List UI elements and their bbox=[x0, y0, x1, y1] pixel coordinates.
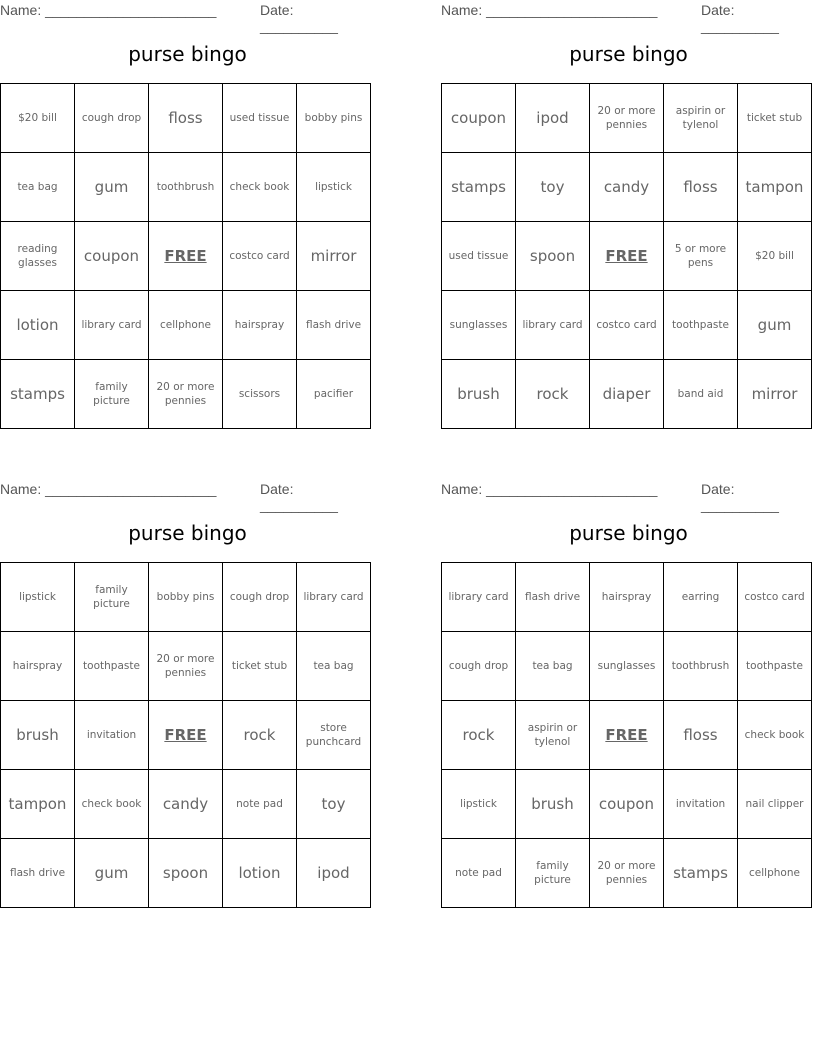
bingo-cell: tea bag bbox=[297, 632, 371, 701]
bingo-cell: brush bbox=[516, 770, 590, 839]
grid-row bbox=[442, 563, 812, 632]
bingo-cell: bobby pins bbox=[297, 84, 371, 153]
bingo-cell: flash drive bbox=[297, 291, 371, 360]
bingo-cell: candy bbox=[149, 770, 223, 839]
bingo-cell: mirror bbox=[738, 360, 812, 429]
bingo-cell: nail clipper bbox=[738, 770, 812, 839]
bingo-card-2 bbox=[441, 0, 816, 440]
bingo-cell: family picture bbox=[75, 563, 149, 632]
grid-row bbox=[1, 360, 371, 429]
bingo-cell: brush bbox=[1, 701, 75, 770]
bingo-cell: coupon bbox=[590, 770, 664, 839]
bingo-cell: family picture bbox=[75, 360, 149, 429]
bingo-cell: $20 bill bbox=[738, 222, 812, 291]
bingo-cell: store punchcard bbox=[297, 701, 371, 770]
free-space-cell: FREE bbox=[149, 701, 223, 770]
bingo-cell: floss bbox=[664, 701, 738, 770]
name-field-label: Name: ______________________ bbox=[0, 2, 217, 18]
bingo-cell: rock bbox=[223, 701, 297, 770]
bingo-cell: toy bbox=[297, 770, 371, 839]
bingo-cell: flash drive bbox=[1, 839, 75, 908]
bingo-cell: library card bbox=[75, 291, 149, 360]
grid-row bbox=[1, 839, 371, 908]
card-title: purse bingo bbox=[569, 42, 688, 66]
date-field-label: Date: __________ bbox=[701, 2, 779, 34]
bingo-cell: check book bbox=[738, 701, 812, 770]
grid-row bbox=[442, 153, 812, 222]
bingo-cell: aspirin or tylenol bbox=[664, 84, 738, 153]
bingo-cell: gum bbox=[75, 153, 149, 222]
bingo-cell: flash drive bbox=[516, 563, 590, 632]
bingo-cell: lotion bbox=[223, 839, 297, 908]
bingo-cell: ipod bbox=[297, 839, 371, 908]
grid-row bbox=[442, 770, 812, 839]
bingo-cell: ipod bbox=[516, 84, 590, 153]
bingo-cell: candy bbox=[590, 153, 664, 222]
name-field-label: Name: ______________________ bbox=[0, 481, 217, 497]
bingo-cell: library card bbox=[516, 291, 590, 360]
bingo-grid bbox=[0, 562, 371, 908]
grid-row bbox=[1, 222, 371, 291]
bingo-cell: cough drop bbox=[223, 563, 297, 632]
bingo-cell: earring bbox=[664, 563, 738, 632]
bingo-cell: spoon bbox=[516, 222, 590, 291]
bingo-cell: spoon bbox=[149, 839, 223, 908]
bingo-cell: tampon bbox=[1, 770, 75, 839]
name-date-row bbox=[0, 481, 375, 513]
bingo-cell: toy bbox=[516, 153, 590, 222]
bingo-cell: cough drop bbox=[75, 84, 149, 153]
bingo-cell: costco card bbox=[590, 291, 664, 360]
bingo-cell: toothpaste bbox=[664, 291, 738, 360]
bingo-cell: 20 or more pennies bbox=[590, 84, 664, 153]
grid-row bbox=[442, 84, 812, 153]
free-space-cell: FREE bbox=[149, 222, 223, 291]
bingo-cell: 20 or more pennies bbox=[590, 839, 664, 908]
name-field-label: Name: ______________________ bbox=[441, 2, 658, 18]
bingo-cell: used tissue bbox=[223, 84, 297, 153]
bingo-cell: hairspray bbox=[223, 291, 297, 360]
bingo-card-3 bbox=[0, 479, 375, 919]
bingo-grid bbox=[0, 83, 371, 429]
bingo-cell: stamps bbox=[1, 360, 75, 429]
name-date-row bbox=[441, 2, 816, 34]
grid-row bbox=[442, 632, 812, 701]
bingo-cell: note pad bbox=[223, 770, 297, 839]
bingo-cell: lipstick bbox=[297, 153, 371, 222]
bingo-cell: cough drop bbox=[442, 632, 516, 701]
free-space-cell: FREE bbox=[590, 701, 664, 770]
bingo-cell: check book bbox=[75, 770, 149, 839]
bingo-cell: toothpaste bbox=[738, 632, 812, 701]
card-title: purse bingo bbox=[569, 521, 688, 545]
bingo-cell: invitation bbox=[664, 770, 738, 839]
bingo-cell: costco card bbox=[223, 222, 297, 291]
grid-row bbox=[1, 563, 371, 632]
bingo-cell: cellphone bbox=[149, 291, 223, 360]
date-field-label: Date: __________ bbox=[701, 481, 779, 513]
bingo-cell: stamps bbox=[442, 153, 516, 222]
bingo-cell: ticket stub bbox=[738, 84, 812, 153]
bingo-cell: toothbrush bbox=[149, 153, 223, 222]
bingo-card-1 bbox=[0, 0, 375, 440]
bingo-cell: ticket stub bbox=[223, 632, 297, 701]
bingo-cell: tampon bbox=[738, 153, 812, 222]
name-field-label: Name: ______________________ bbox=[441, 481, 658, 497]
grid-row bbox=[442, 360, 812, 429]
bingo-cell: brush bbox=[442, 360, 516, 429]
bingo-cell: diaper bbox=[590, 360, 664, 429]
bingo-cell: floss bbox=[664, 153, 738, 222]
bingo-cell: 20 or more pennies bbox=[149, 360, 223, 429]
bingo-cell: mirror bbox=[297, 222, 371, 291]
bingo-cell: rock bbox=[516, 360, 590, 429]
bingo-cell: tea bag bbox=[1, 153, 75, 222]
bingo-cell: 5 or more pens bbox=[664, 222, 738, 291]
grid-row bbox=[442, 701, 812, 770]
bingo-cell: rock bbox=[442, 701, 516, 770]
bingo-cell: tea bag bbox=[516, 632, 590, 701]
bingo-cell: toothbrush bbox=[664, 632, 738, 701]
bingo-cell: gum bbox=[738, 291, 812, 360]
bingo-cell: hairspray bbox=[1, 632, 75, 701]
bingo-cell: coupon bbox=[442, 84, 516, 153]
bingo-cell: sunglasses bbox=[590, 632, 664, 701]
bingo-cell: band aid bbox=[664, 360, 738, 429]
bingo-cell: lipstick bbox=[442, 770, 516, 839]
bingo-cell: floss bbox=[149, 84, 223, 153]
bingo-cell: costco card bbox=[738, 563, 812, 632]
bingo-cell: gum bbox=[75, 839, 149, 908]
bingo-cell: hairspray bbox=[590, 563, 664, 632]
bingo-cell: note pad bbox=[442, 839, 516, 908]
bingo-cell: library card bbox=[297, 563, 371, 632]
date-field-label: Date: __________ bbox=[260, 481, 338, 513]
bingo-cell: invitation bbox=[75, 701, 149, 770]
grid-row bbox=[442, 839, 812, 908]
bingo-cell: coupon bbox=[75, 222, 149, 291]
card-title: purse bingo bbox=[128, 42, 247, 66]
name-date-row bbox=[0, 2, 375, 34]
bingo-cell: lotion bbox=[1, 291, 75, 360]
grid-row bbox=[1, 84, 371, 153]
bingo-cell: toothpaste bbox=[75, 632, 149, 701]
name-date-row bbox=[441, 481, 816, 513]
bingo-card-4 bbox=[441, 479, 816, 919]
bingo-cell: library card bbox=[442, 563, 516, 632]
bingo-cell: $20 bill bbox=[1, 84, 75, 153]
grid-row bbox=[442, 222, 812, 291]
grid-row bbox=[442, 291, 812, 360]
grid-row bbox=[1, 701, 371, 770]
bingo-grid bbox=[441, 83, 812, 429]
bingo-cell: used tissue bbox=[442, 222, 516, 291]
bingo-cell: cellphone bbox=[738, 839, 812, 908]
grid-row bbox=[1, 291, 371, 360]
bingo-grid bbox=[441, 562, 812, 908]
grid-row bbox=[1, 632, 371, 701]
grid-row bbox=[1, 153, 371, 222]
bingo-cell: pacifier bbox=[297, 360, 371, 429]
bingo-cell: reading glasses bbox=[1, 222, 75, 291]
free-space-cell: FREE bbox=[590, 222, 664, 291]
bingo-cell: family picture bbox=[516, 839, 590, 908]
bingo-cell: sunglasses bbox=[442, 291, 516, 360]
grid-row bbox=[1, 770, 371, 839]
bingo-cell: check book bbox=[223, 153, 297, 222]
bingo-cell: 20 or more pennies bbox=[149, 632, 223, 701]
card-title: purse bingo bbox=[128, 521, 247, 545]
bingo-cell: bobby pins bbox=[149, 563, 223, 632]
bingo-cell: stamps bbox=[664, 839, 738, 908]
bingo-cell: scissors bbox=[223, 360, 297, 429]
bingo-cell: lipstick bbox=[1, 563, 75, 632]
date-field-label: Date: __________ bbox=[260, 2, 338, 34]
bingo-cell: aspirin or tylenol bbox=[516, 701, 590, 770]
